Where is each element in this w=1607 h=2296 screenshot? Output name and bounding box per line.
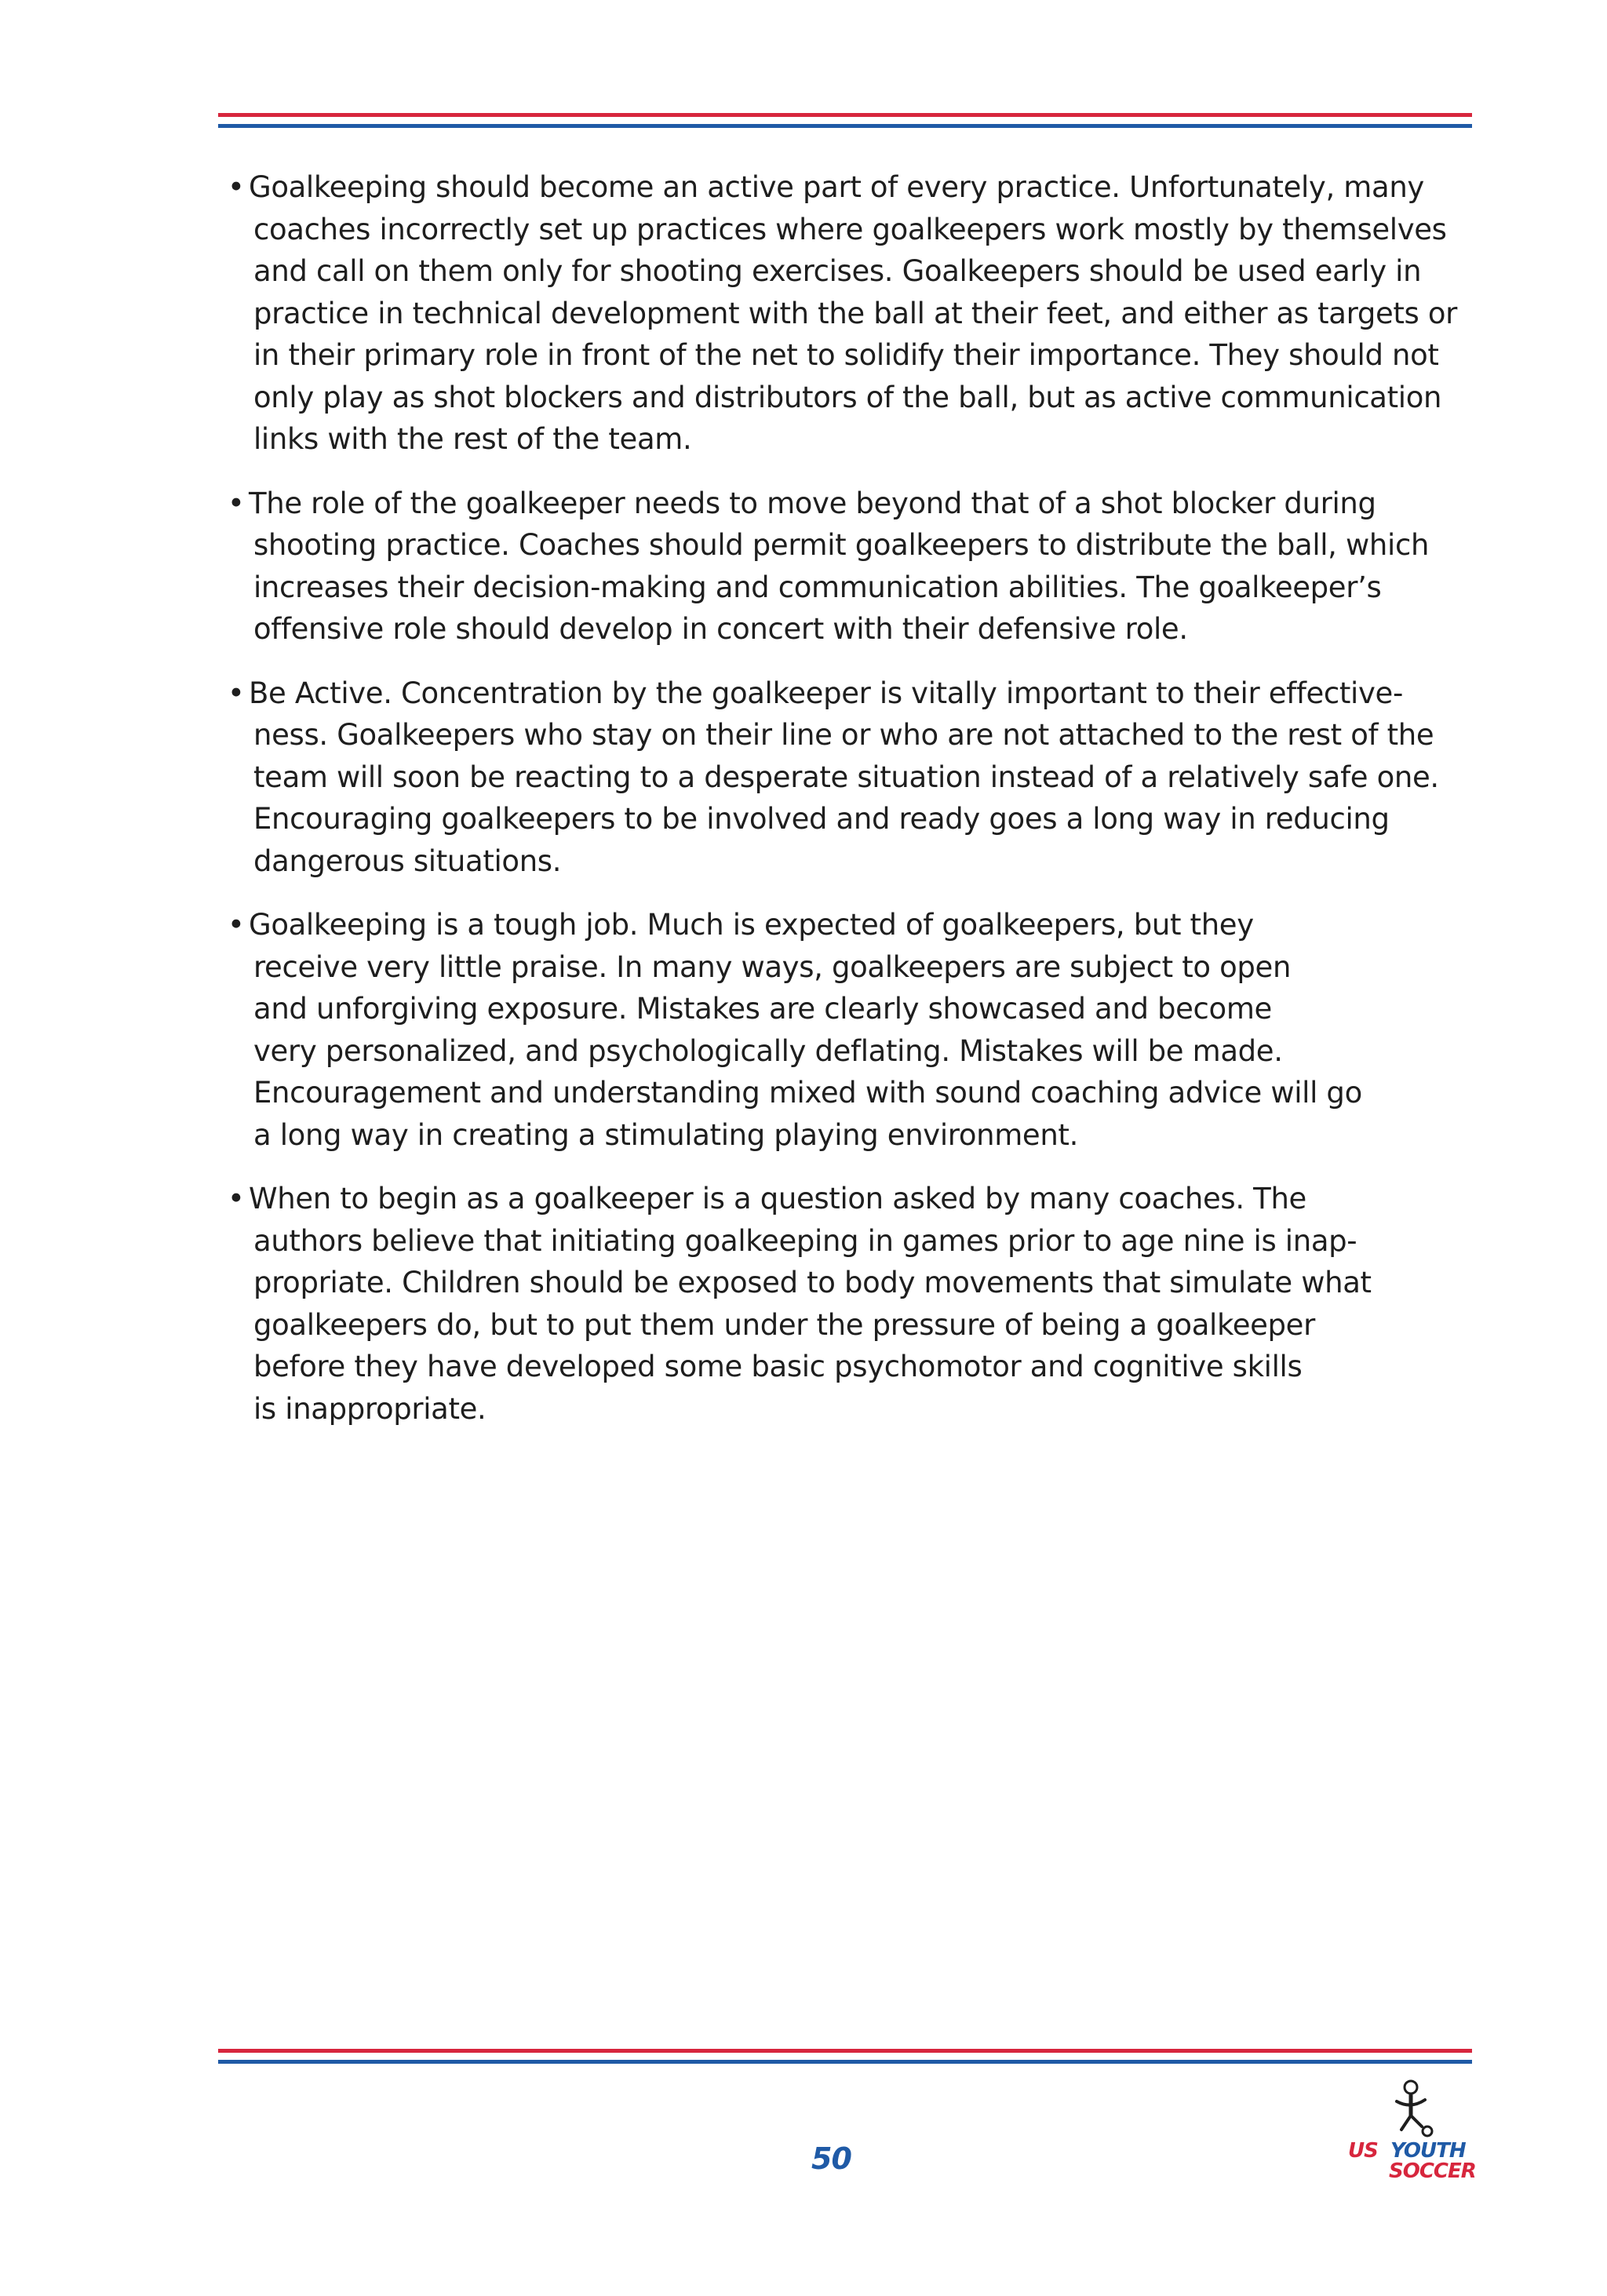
text-line: propriate. Children should be exposed to body movements that simulate what (253, 1266, 1372, 1299)
text-line: Goalkeeping is a tough job. Much is expected of goalkeepers, but they (249, 908, 1254, 942)
bullet-marker: • (228, 170, 245, 204)
logo-text-us: US (1348, 2139, 1378, 2163)
logo-text-youth: YOUTH (1390, 2139, 1466, 2163)
bullet-marker: • (228, 1182, 245, 1215)
bullet-paragraph (228, 1178, 1499, 1430)
text-line: Be Active. Concentration by the goalkeeper is vitally important to their effective- (249, 676, 1403, 710)
bullet-marker: • (228, 908, 245, 942)
body-text (228, 166, 1499, 1452)
bullet-paragraph (228, 483, 1499, 651)
text-line: offensive role should develop in concert with their defensive role. (253, 612, 1188, 646)
bullet-marker: • (228, 486, 245, 520)
text-line: team will soon be reacting to a desperate situation instead of a relatively safe one. (253, 760, 1439, 794)
text-line: goalkeepers do, but to put them under the pressure of being a goalkeeper (253, 1307, 1315, 1342)
us-youth-soccer-logo (1348, 2078, 1481, 2188)
text-line: and unforgiving exposure. Mistakes are clearly showcased and become (253, 992, 1272, 1026)
text-line: Encouragement and understanding mixed with sound coaching advice will go (253, 1076, 1362, 1110)
text-line: shooting practice. Coaches should permit goalkeepers to distribute the ball, which (253, 528, 1430, 562)
text-line: Encouraging goalkeepers to be involved and ready goes a long way in reducing (253, 802, 1390, 836)
text-line: and call on them only for shooting exercises. Goalkeepers should be used early in (253, 254, 1422, 288)
bullet-paragraph (228, 166, 1499, 461)
text-line: Goalkeeping should become an active part of every practice. Unfortunately, many (249, 170, 1424, 204)
text-line: ness. Goalkeepers who stay on their line or who are not attached to the rest of the (253, 718, 1434, 752)
text-line: authors believe that initiating goalkeeping in games prior to age nine is inap- (253, 1223, 1357, 1258)
text-line: coaches incorrectly set up practices where goalkeepers work mostly by themselves (253, 212, 1447, 246)
text-line: very personalized, and psychologically deflating. Mistakes will be made. (253, 1033, 1283, 1068)
text-line: links with the rest of the team. (253, 422, 692, 456)
bullet-marker: • (228, 676, 245, 710)
text-line: only play as shot blockers and distributors of the ball, but as active communication (253, 380, 1442, 414)
text-line: before they have developed some basic psychomotor and cognitive skills (253, 1350, 1303, 1383)
text-line: practice in technical development with the ball at their feet, and either as targets or (253, 296, 1458, 330)
text-line: increases their decision-making and communication abilities. The goalkeeper’s (253, 570, 1382, 604)
text-line: a long way in creating a stimulating playing environment. (253, 1117, 1078, 1152)
bullet-paragraph (228, 672, 1499, 883)
text-line: in their primary role in front of the net to solidify their importance. They should not (253, 338, 1439, 372)
text-line: is inappropriate. (253, 1391, 486, 1426)
logo-text-soccer: SOCCER (1389, 2159, 1476, 2183)
text-line: dangerous situations. (253, 844, 562, 878)
page-number: 50 (811, 2141, 851, 2176)
text-line: receive very little praise. In many ways, goalkeepers are subject to open (253, 949, 1292, 984)
text-line: The role of the goalkeeper needs to move beyond that of a shot blocker during (249, 486, 1376, 520)
soccer-player-icon (1348, 2078, 1481, 2141)
footer-divider (218, 2049, 1472, 2064)
text-line: When to begin as a goalkeeper is a question asked by many coaches. The (249, 1182, 1306, 1215)
header-divider (218, 113, 1472, 128)
bullet-paragraph (228, 904, 1499, 1156)
